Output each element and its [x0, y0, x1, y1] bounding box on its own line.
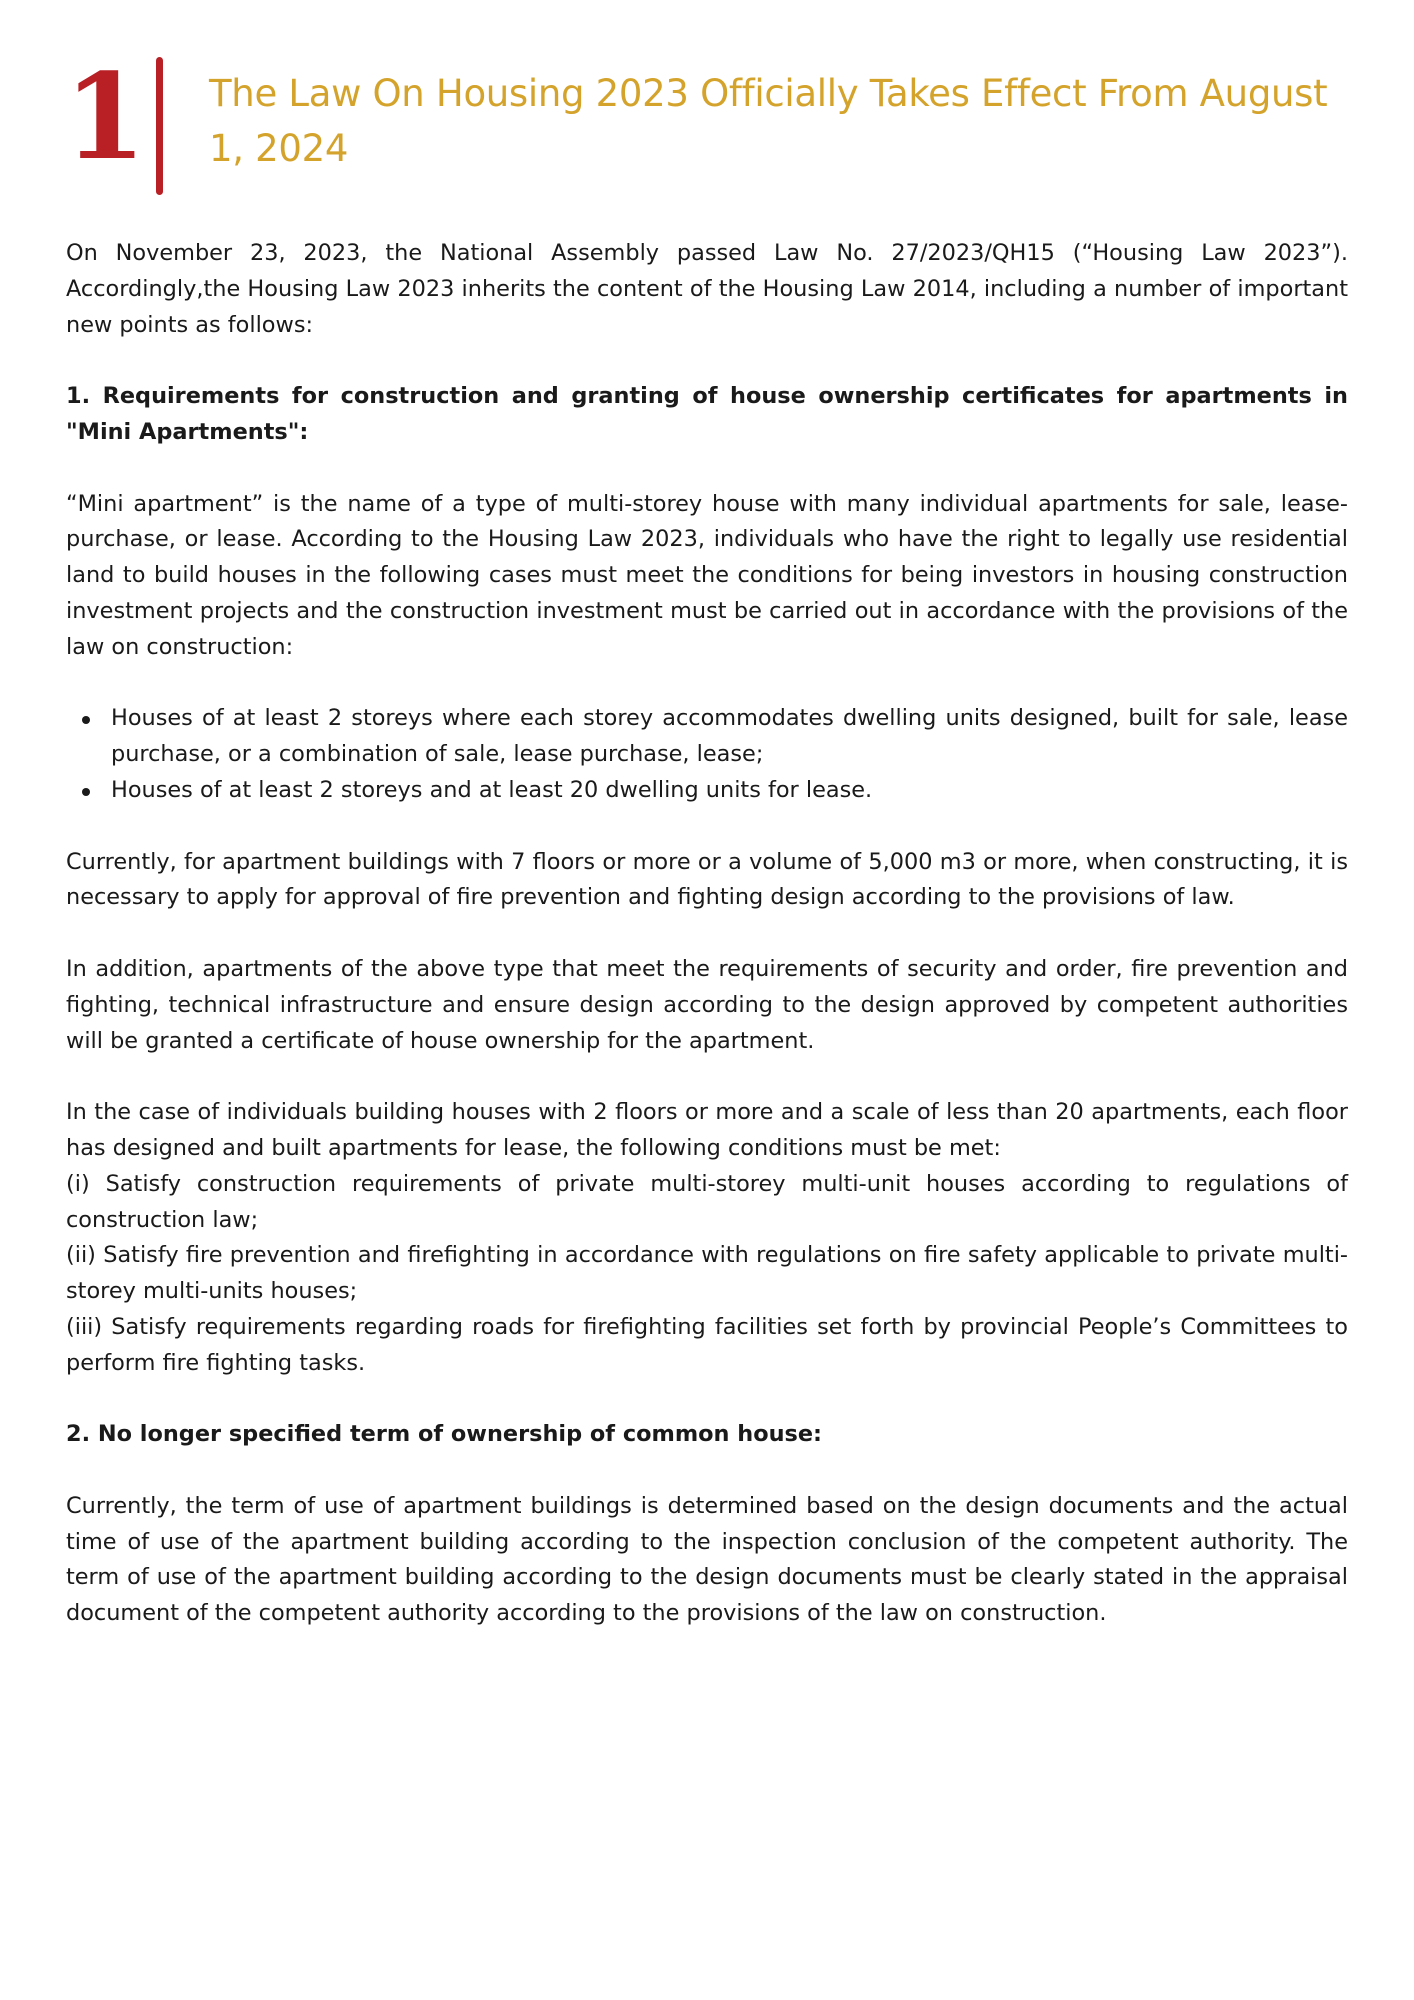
spacer — [66, 1382, 1348, 1418]
section-1-heading: 1. Requirements for construction and granting of house ownership certificates for apartments in "Mini Apartments": — [66, 383, 1348, 445]
fire-approval-paragraph: Currently, for apartment buildings with 7 floors or more or a volume of 5,000 m3 or more, when constructing, it is necessary to apply for approval of fire prevention and fighting design according to the provisions of law. — [66, 848, 1348, 911]
condition-item: (iii) Satisfy requirements regarding roads for firefighting facilities set forth by provincial People’s Committees to perform fire fighting tasks. — [66, 1313, 1348, 1376]
section-number: 1 — [64, 47, 145, 186]
conditions-intro-paragraph: In the case of individuals building houses with 2 floors or more and a scale of less than 20 apartments, each floor has designed and built apartments for lease, the following conditions must be met: — [66, 1099, 1348, 1161]
spacer — [66, 451, 1348, 487]
page-title: The Law On Housing 2023 Officially Takes Effect From August 1, 2024 — [209, 72, 1328, 170]
condition-item: (i) Satisfy construction requirements of private multi-storey multi-unit houses according to regulations of construction law; — [66, 1170, 1348, 1233]
article-header — [0, 0, 1414, 220]
section-2-heading: 2. No longer specified term of ownership of common house: — [66, 1421, 823, 1448]
spacer — [66, 916, 1348, 952]
vertical-divider — [156, 57, 163, 195]
list-item: Houses of at least 2 storeys where each storey accommodates dwelling units designed, built for sale, lease purchase, or a combination of sale, lease purchase, lease; — [111, 701, 1348, 773]
spacer — [66, 666, 1348, 702]
spacer — [66, 1453, 1348, 1489]
term-of-use-paragraph: Currently, the term of use of apartment buildings is determined based on the design documents and the actual time of use of the apartment building according to the inspection conclusion of the competent authority. The term of use of the apartment building according to the design documents must be clearly stated in the appraisal document of the competent authority according to the provisions of the law on construction. — [66, 1492, 1348, 1627]
list-item: Houses of at least 2 storeys and at least 20 dwelling units for lease. — [111, 773, 1348, 809]
condition-item: (ii) Satisfy fire prevention and firefighting in accordance with regulations on fire safety applicable to private multi-storey multi-units houses; — [66, 1242, 1348, 1305]
spacer — [66, 343, 1348, 379]
case-list — [66, 701, 1348, 808]
article-body — [66, 236, 1348, 1632]
spacer — [66, 1059, 1348, 1095]
mini-apartment-paragraph: “Mini apartment” is the name of a type of multi-storey house with many individual apartments for sale, lease-purchase, or lease. According to the Housing Law 2023, individuals who have the right to legally use residential land to build houses in the following cases must meet the conditions for being investors in housing construction investment projects and the construction investment must be carried out in accordance with the provisions of the law on construction: — [66, 490, 1348, 660]
intro-paragraph: On November 23, 2023, the National Assembly passed Law No. 27/2023/QH15 (“Housing Law 2023”). Accordingly,the Housing Law 2023 inherits the content of the Housing Law 2014, including a number of important new points as follows: — [66, 240, 1348, 338]
certificate-paragraph: In addition, apartments of the above type that meet the requirements of security and order, fire prevention and fighting, technical infrastructure and ensure design according to the design approved by competent authorities will be granted a certificate of house ownership for the apartment. — [66, 955, 1348, 1054]
spacer — [66, 809, 1348, 845]
